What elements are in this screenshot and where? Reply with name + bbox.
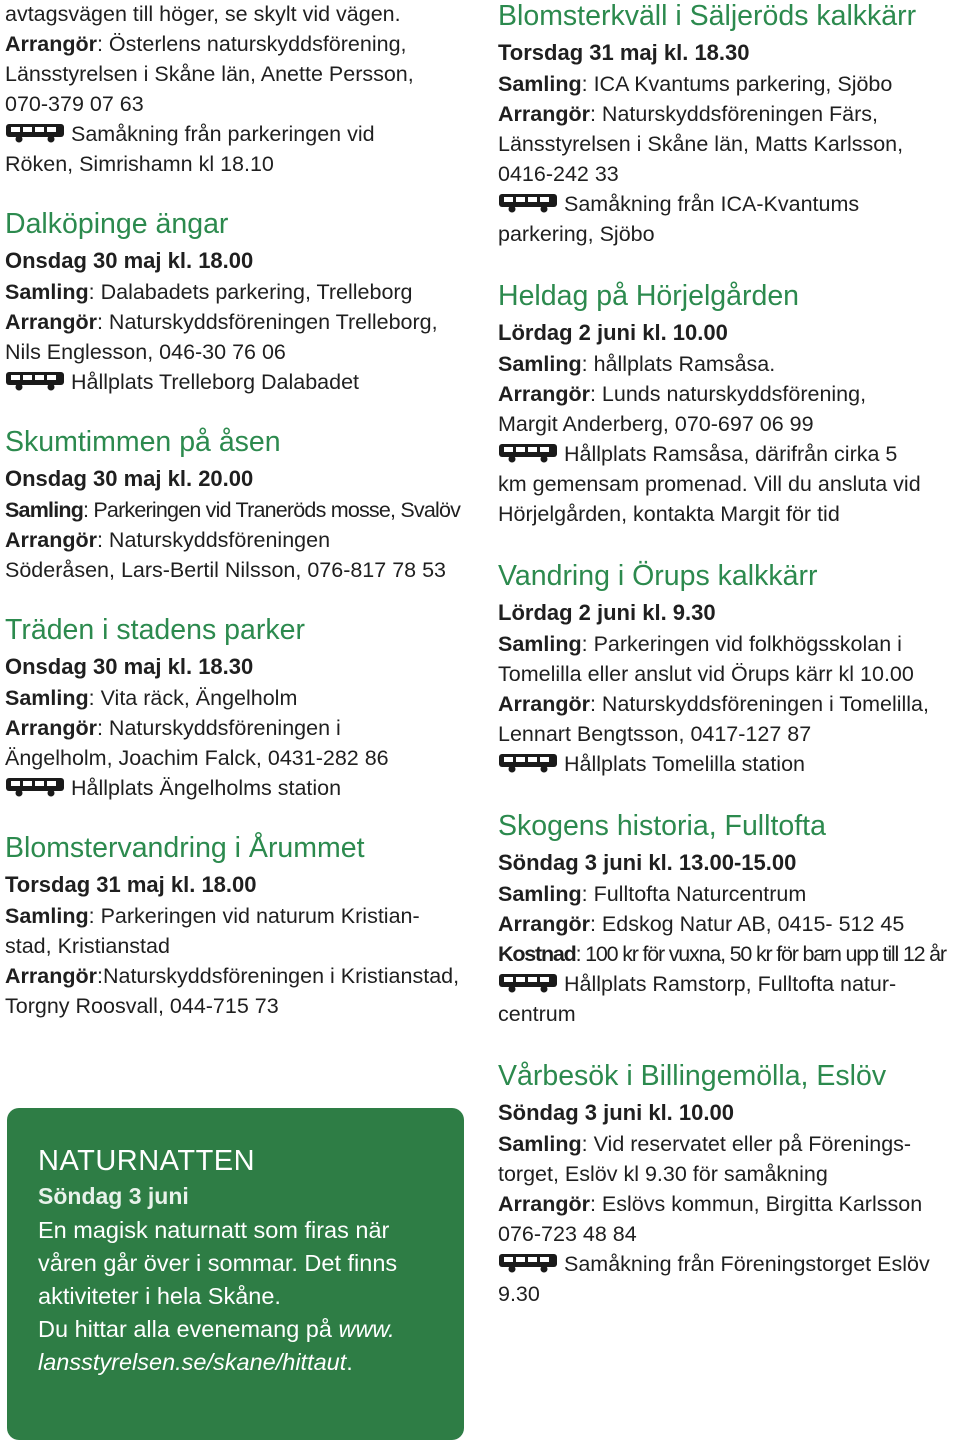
event-bus: Hållplats Ramsåsa, därifrån cirka 5	[498, 439, 956, 469]
event-title: Skogens historia, Fulltofta	[498, 810, 826, 842]
event-bus: Hållplats Ängelholms station	[5, 773, 475, 803]
intro-phone: 070-379 07 63	[5, 92, 144, 116]
naturnatten-callout	[7, 1108, 464, 1440]
event-phone: 0416-242 33	[498, 162, 619, 186]
event-date: Onsdag 30 maj kl. 18.00	[5, 248, 254, 273]
event-bus: Samåkning från ICA-Kvantums	[498, 189, 956, 219]
event-traden	[5, 613, 475, 803]
event-blomsterkvall	[498, 0, 956, 249]
left-column	[5, 0, 475, 1021]
callout-date: Söndag 3 juni	[38, 1183, 189, 1209]
event-bus-line: 9.30	[498, 1282, 540, 1306]
event-date: Lördag 2 juni kl. 9.30	[498, 600, 716, 625]
event-organizer-line: Lennart Bengtsson, 0417-127 87	[498, 722, 812, 746]
event-date: Onsdag 30 maj kl. 18.30	[5, 654, 254, 679]
bus-icon	[498, 443, 558, 463]
event-title: Blomstervandring i Årummet	[5, 832, 365, 864]
event-title: Skumtimmen på åsen	[5, 426, 281, 458]
bus-icon	[5, 777, 65, 797]
event-organizer-line: Söderåsen, Lars-Bertil Nilsson, 076-817 78 53	[5, 558, 447, 582]
right-column	[498, 0, 956, 1309]
event-dalkopinge	[5, 207, 475, 397]
event-meeting: Samling: Fulltofta Naturcentrum	[498, 882, 807, 906]
event-skumtimmen	[5, 425, 475, 585]
event-title: Träden i stadens parker	[5, 614, 305, 646]
callout-link-text: Du hittar alla evenemang på www. lansstyrelsen.se/skane/hittaut.	[38, 1316, 395, 1375]
event-organizer: Arrangör:Naturskyddsföreningen i Kristianstad,	[5, 964, 460, 988]
event-organizer-line: Nils Englesson, 046-30 76 06	[5, 340, 286, 364]
bus-icon	[498, 973, 558, 993]
event-vandring	[498, 559, 956, 779]
event-meeting: Samling: hållplats Ramsåsa.	[498, 352, 776, 376]
event-organizer: Arrangör: Lunds naturskyddsförening,	[498, 382, 867, 406]
event-organizer: Arrangör: Naturskyddsföreningen Färs,	[498, 102, 878, 126]
event-title: Vandring i Örups kalkkärr	[498, 560, 818, 592]
organizer-label: Arrangör	[5, 32, 97, 56]
event-date: Torsdag 31 maj kl. 18.30	[498, 40, 750, 65]
event-organizer: Arrangör: Eslövs kommun, Birgitta Karlsson	[498, 1192, 923, 1216]
callout-title: NATURNATTEN	[38, 1145, 256, 1177]
event-date: Söndag 3 juni kl. 13.00-15.00	[498, 850, 797, 875]
event-phone: 076-723 48 84	[498, 1222, 637, 1246]
event-blomstervandring	[5, 831, 475, 1021]
event-date: Torsdag 31 maj kl. 18.00	[5, 872, 257, 897]
event-organizer: Arrangör: Naturskyddsföreningen i	[5, 716, 341, 740]
event-organizer: Arrangör: Naturskyddsföreningen	[5, 528, 331, 552]
event-organizer-line: Torgny Roosvall, 044-715 73	[5, 994, 279, 1018]
event-bus: Hållplats Ramstorp, Fulltofta natur-	[498, 969, 956, 999]
event-meeting: Samling: Parkeringen vid Traneröds mosse, Svalöv	[5, 498, 461, 522]
event-meeting: Samling: Dalabadets parkering, Trelleborg	[5, 280, 413, 304]
bus-icon	[5, 123, 65, 143]
event-bus: Hållplats Trelleborg Dalabadet	[5, 367, 475, 397]
event-meeting-line: Tomelilla eller anslut vid Örups kärr kl 10.00	[498, 662, 914, 686]
event-title: Heldag på Hörjelgården	[498, 280, 800, 312]
event-organizer-line: Länsstyrelsen i Skåne län, Matts Karlsson,	[498, 132, 904, 156]
intro-bus-line: Röken, Simrishamn kl 18.10	[5, 152, 274, 176]
event-organizer: Arrangör: Naturskyddsföreningen Trelleborg,	[5, 310, 438, 334]
event-bus-line: km gemensam promenad. Vill du ansluta vid	[498, 472, 921, 496]
bus-icon	[498, 1253, 558, 1273]
event-organizer-line: Ängelholm, Joachim Falck, 0431-282 86	[5, 746, 389, 770]
event-meeting-line: torget, Eslöv kl 9.30 för samåkning	[498, 1162, 828, 1186]
event-organizer: Arrangör: Edskog Natur AB, 0415- 512 45	[498, 912, 905, 936]
event-title: Blomsterkväll i Säljeröds kalkkärr	[498, 0, 917, 32]
event-meeting: Samling: Parkeringen vid folkhögsskolan i	[498, 632, 902, 656]
event-heldag	[498, 279, 956, 529]
callout-link[interactable]: www. lansstyrelsen.se/skane/hittaut	[38, 1316, 395, 1375]
intro-bus: Samåkning från parkeringen vid	[5, 119, 475, 149]
callout-content	[38, 1144, 444, 1379]
event-bus-line: centrum	[498, 1002, 576, 1026]
bus-icon	[498, 193, 558, 213]
event-date: Onsdag 30 maj kl. 20.00	[5, 466, 254, 491]
event-meeting: Samling: Parkeringen vid naturum Kristian-	[5, 904, 420, 928]
bus-icon	[498, 753, 558, 773]
event-meeting: Samling: Vita räck, Ängelholm	[5, 686, 298, 710]
event-date: Lördag 2 juni kl. 10.00	[498, 320, 728, 345]
event-bus: Samåkning från Föreningstorget Eslöv	[498, 1249, 956, 1279]
event-bus-line: Hörjelgården, kontakta Margit för tid	[498, 502, 840, 526]
intro-text: avtagsvägen till höger, se skylt vid vägen.	[5, 2, 401, 26]
intro-organizer: Arrangör: Österlens naturskyddsförening,	[5, 32, 407, 56]
event-bus: Hållplats Tomelilla station	[498, 749, 956, 779]
event-meeting: Samling: Vid reservatet eller på Förenings-	[498, 1132, 912, 1156]
event-title: Dalköpinge ängar	[5, 208, 229, 240]
event-date: Söndag 3 juni kl. 10.00	[498, 1100, 734, 1125]
callout-text: En magisk naturnatt som firas när våren går över i sommar. Det finns aktiviteter i hela Skåne.	[38, 1217, 398, 1309]
event-meeting: Samling: ICA Kvantums parkering, Sjöbo	[498, 72, 893, 96]
event-organizer-line: Margit Anderberg, 070-697 06 99	[498, 412, 814, 436]
intro-organizer-line: Länsstyrelsen i Skåne län, Anette Persson,	[5, 62, 414, 86]
event-organizer: Arrangör: Naturskyddsföreningen i Tomelilla,	[498, 692, 929, 716]
event-title: Vårbesök i Billingemölla, Eslöv	[498, 1060, 887, 1092]
bus-icon	[5, 371, 65, 391]
event-varbesok	[498, 1059, 956, 1309]
event-skogens-historia	[498, 809, 956, 1029]
event-cost: Kostnad: 100 kr för vuxna, 50 kr för barn upp till 12 år	[498, 942, 946, 966]
event-meeting-line: stad, Kristianstad	[5, 934, 170, 958]
event-bus-line: parkering, Sjöbo	[498, 222, 655, 246]
